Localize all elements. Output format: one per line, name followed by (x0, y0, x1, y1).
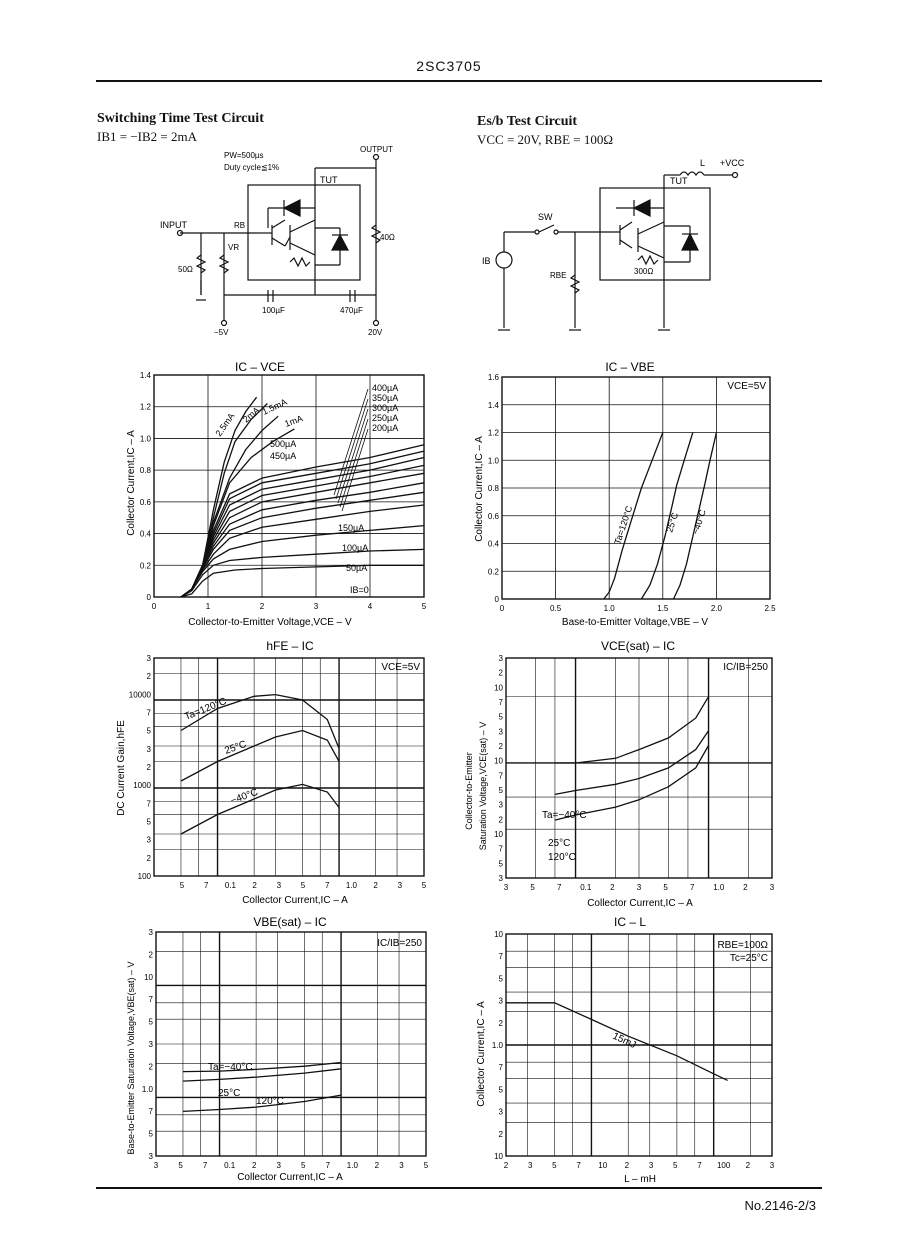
y-tick-label: 7 (498, 771, 503, 781)
x-tick-label: 2 (252, 881, 257, 890)
y-tick-label: 7 (498, 844, 503, 854)
input-label: INPUT (160, 220, 187, 230)
vcesat-ic-xlabel: Collector Current,IC – A (587, 898, 693, 909)
vcesat-ic-ylabel2: Saturation Voltage,VCE(sat) – V (478, 721, 488, 851)
y-tick-label: 1.4 (139, 371, 151, 380)
y-tick-label: 5 (148, 1129, 153, 1139)
ic-l-condition-rbe: RBE=100Ω (717, 940, 768, 951)
label-1ma: 1mA (283, 413, 305, 429)
curve-series (181, 731, 339, 782)
x-tick-label: 2.0 (710, 604, 722, 613)
x-tick-label: 5 (663, 883, 668, 892)
x-tick-label: 100 (716, 1161, 731, 1170)
y-tick-label: 0.6 (139, 497, 151, 507)
curve-series (181, 784, 339, 834)
y-tick-label: 3 (498, 800, 503, 810)
y-tick-label: 5 (498, 1085, 503, 1095)
y-tick-label: 5 (148, 1017, 153, 1027)
x-tick-label: 3 (636, 883, 642, 892)
x-tick-label: 10 (598, 1161, 608, 1170)
x-tick-label: 7 (576, 1161, 581, 1170)
x-tick-label: 2 (624, 1161, 630, 1170)
label-200ua: 200µA (372, 423, 399, 433)
label-25c: 25°C (664, 511, 681, 534)
rbe-label: RBE (550, 271, 567, 280)
chart-vcesat-ic (460, 636, 790, 911)
ic-vce-title: IC – VCE (234, 360, 286, 374)
x-tick-label: 7 (697, 1161, 702, 1170)
hfe-ic-plot (129, 654, 427, 890)
chart-ic-vbe (470, 355, 790, 635)
header-rule (96, 80, 822, 82)
x-tick-label: 5 (301, 1161, 306, 1170)
y-tick-label: 7 (498, 952, 503, 962)
ic-vbe-condition: VCE=5V (727, 381, 766, 392)
ic-vbe-xlabel: Base-to-Emitter Voltage,VBE – V (561, 617, 709, 628)
label-ta120: Ta=120°C (183, 695, 229, 723)
y-tick-label: 7 (148, 995, 153, 1005)
pw-label: PW=500µs (224, 151, 264, 160)
switching-circuit-condition: IB1 = −IB2 = 2mA (97, 129, 197, 144)
r50-label: 50Ω (178, 265, 193, 274)
ic-l-ylabel: Collector Current,IC – A (476, 1001, 487, 1107)
x-tick-label: 1.0 (603, 604, 615, 613)
y-tick-label: 2 (146, 853, 151, 863)
x-tick-label: 7 (203, 881, 209, 890)
esb-circuit-condition: VCC = 20V, RBE = 100Ω (477, 132, 614, 147)
y-tick-label: 0.4 (139, 529, 151, 539)
ic-vce-xlabel: Collector-to-Emitter Voltage,VCE – V (188, 617, 352, 628)
x-tick-label: 2 (610, 883, 615, 892)
r300-label: 300Ω (634, 267, 654, 276)
x-tick-label: 5 (300, 881, 306, 890)
y-tick-label: 7 (498, 1063, 503, 1073)
x-tick-label: 2 (259, 602, 265, 611)
sw-label: SW (538, 212, 553, 222)
curve-series (181, 458, 424, 598)
ic-vce-plot (140, 371, 427, 611)
x-tick-label: 5 (179, 881, 185, 890)
label-m40c: Ta=−40°C (542, 810, 587, 821)
x-tick-label: 0 (151, 602, 157, 611)
ic-l-xlabel: L – mH (624, 1174, 656, 1185)
x-tick-label: 5 (423, 1161, 429, 1170)
vbesat-ic-xlabel: Collector Current,IC – A (237, 1172, 343, 1183)
y-tick-label: 1.6 (487, 373, 499, 382)
ic-vbe-plot (488, 373, 776, 613)
vr-label: VR (228, 243, 240, 252)
x-tick-label: 1.5 (657, 604, 669, 613)
x-tick-label: 0 (499, 604, 505, 613)
y-tick-label: 2 (146, 672, 151, 682)
x-tick-label: 3 (769, 1161, 775, 1170)
y-tick-label: 10000 (128, 690, 151, 700)
y-tick-label: 100 (137, 872, 151, 881)
vbesat-ic-ylabel: Base-to-Emitter Saturation Voltage,VBE(sat) – V (126, 961, 136, 1155)
y-tick-label: 7 (146, 708, 151, 718)
x-tick-label: 0.5 (550, 604, 562, 613)
x-tick-label: 5 (530, 883, 535, 892)
c470-label: 470µF (340, 306, 363, 315)
x-tick-label: 3 (399, 1161, 404, 1170)
x-tick-label: 3 (648, 1161, 654, 1170)
y-tick-label: 1.0 (487, 456, 499, 466)
y-tick-label: 2 (498, 1129, 503, 1139)
x-tick-label: 2 (745, 1161, 751, 1170)
y-tick-label: 5 (146, 817, 151, 827)
y-tick-label: 0.4 (487, 539, 499, 549)
label-2ma: 2mA (240, 404, 262, 425)
x-tick-label: 5 (673, 1161, 678, 1170)
label-ib0: IB=0 (350, 585, 369, 595)
y-tick-label: 10 (494, 683, 503, 693)
label-m40c: Ta=−40°C (208, 1062, 253, 1073)
curve-series (181, 492, 424, 597)
label-300ua: 300µA (372, 403, 399, 413)
leader-line (338, 409, 368, 503)
y-tick-label: 10 (494, 756, 503, 766)
y-tick-label: 10 (494, 930, 503, 939)
vneg-label: −5V (214, 328, 229, 337)
label-450ua: 450µA (270, 451, 297, 461)
y-tick-label: 0.2 (139, 561, 151, 571)
x-tick-label: 3 (503, 883, 509, 892)
x-tick-label: 7 (325, 1161, 331, 1170)
ic-vce-ylabel: Collector Current,IC – A (126, 430, 137, 536)
vbesat-ic-plot (142, 928, 429, 1170)
switching-circuit-diagram (160, 140, 420, 340)
y-tick-label: 0.8 (487, 484, 499, 493)
ib-label: IB (482, 256, 491, 266)
x-tick-label: 2 (373, 881, 378, 890)
x-tick-label: 1.0 (713, 883, 725, 892)
label-ta120: Ta=120°C (612, 504, 635, 546)
esb-tut-label: TUT (670, 176, 688, 186)
x-tick-label: 5 (421, 602, 427, 611)
label-15mj: 15mJ (610, 1030, 638, 1052)
label-100ua: 100µA (342, 543, 369, 553)
y-tick-label: 3 (148, 928, 153, 937)
y-tick-label: 3 (148, 1040, 153, 1049)
y-tick-label: 10 (494, 830, 503, 839)
y-tick-label: 5 (146, 726, 151, 736)
ic-l-condition-tc: Tc=25°C (729, 953, 768, 964)
vcesat-ic-ylabel1: Collector-to-Emitter (464, 752, 474, 830)
y-tick-label: 5 (498, 786, 503, 795)
y-tick-label: 1.2 (139, 402, 151, 412)
y-tick-label: 3 (146, 744, 151, 754)
y-tick-label: 3 (148, 1152, 153, 1161)
y-tick-label: 0.6 (487, 511, 499, 521)
curve-series (555, 697, 709, 763)
leader-line (334, 389, 368, 495)
vcesat-ic-title: VCE(sat) – IC (600, 639, 676, 653)
x-tick-label: 7 (324, 881, 330, 890)
y-tick-label: 5 (498, 974, 503, 984)
label-m40c: −40°C (229, 786, 260, 807)
label-2-5ma: 2.5mA (213, 411, 237, 439)
y-tick-label: 1000 (133, 781, 151, 791)
x-tick-label: 2 (503, 1161, 509, 1170)
label-400ua: 400µA (372, 383, 399, 393)
x-tick-label: 3 (397, 881, 403, 890)
label-250ua: 250µA (372, 413, 399, 423)
chart-vbesat-ic (110, 908, 440, 1188)
c100-label: 100µF (262, 306, 285, 315)
y-tick-label: 2 (498, 1018, 503, 1028)
hfe-ic-xlabel: Collector Current,IC – A (242, 895, 348, 906)
x-tick-label: 0.1 (224, 881, 236, 890)
label-50ua: 50µA (346, 563, 368, 573)
switching-circuit-title: Switching Time Test Circuit (97, 111, 264, 126)
vcc-label: +VCC (720, 158, 745, 168)
esb-circuit-diagram (480, 150, 760, 340)
x-tick-label: 2 (374, 1161, 380, 1170)
y-tick-label: 1.0 (141, 1084, 153, 1094)
y-tick-label: 0.8 (139, 466, 151, 476)
tut-label: TUT (320, 175, 338, 185)
vcesat-ic-condition: IC/IB=250 (723, 662, 768, 673)
y-tick-label: 2 (148, 1062, 153, 1072)
y-tick-label: 3 (498, 874, 503, 883)
y-tick-label: 3 (146, 835, 151, 845)
y-tick-label: 2 (148, 950, 153, 960)
curve-series (181, 465, 424, 597)
rb-label: RB (234, 221, 246, 230)
curve-series (181, 695, 339, 749)
vpos-label: 20V (368, 328, 383, 337)
duty-label: Duty cycle≦1% (224, 163, 280, 172)
output-label: OUTPUT (360, 145, 393, 154)
x-tick-label: 3 (527, 1161, 533, 1170)
y-tick-label: 2 (498, 815, 503, 825)
x-tick-label: 7 (689, 883, 695, 892)
chart-hfe-ic (110, 636, 440, 911)
y-tick-label: 1.2 (487, 428, 499, 438)
x-tick-label: 7 (202, 1161, 208, 1170)
ic-l-title: IC – L (613, 915, 647, 929)
vcesat-ic-plot (494, 654, 775, 892)
label-m40c: −40°C (690, 508, 708, 536)
ic-vbe-ylabel: Collector Current,IC – A (474, 436, 485, 542)
x-tick-label: 2 (743, 883, 748, 892)
chart-ic-vce (110, 355, 440, 635)
x-tick-label: 7 (556, 883, 562, 892)
curve-series (181, 416, 278, 597)
label-120c: 120°C (548, 852, 576, 863)
y-tick-label: 3 (498, 1107, 503, 1117)
x-tick-label: 2 (251, 1161, 257, 1170)
vbesat-ic-condition: IC/IB=250 (377, 938, 422, 949)
label-500ua: 500µA (270, 439, 297, 449)
esb-circuit-title: Es/b Test Circuit (477, 114, 578, 129)
x-tick-label: 2.5 (764, 604, 776, 613)
y-tick-label: 5 (498, 859, 503, 869)
x-tick-label: 0.1 (224, 1161, 236, 1170)
hfe-ic-ylabel: DC Current Gain,hFE (116, 720, 127, 816)
y-tick-label: 0 (494, 595, 499, 604)
label-25c: 25°C (223, 738, 249, 757)
label-1-5ma: 1.5mA (260, 396, 289, 417)
y-tick-label: 3 (498, 996, 503, 1006)
curve-series (181, 565, 424, 597)
y-tick-label: 7 (498, 698, 503, 707)
x-tick-label: 1.0 (346, 1161, 358, 1170)
y-tick-label: 10 (494, 1152, 503, 1161)
y-tick-label: 3 (146, 654, 151, 663)
x-tick-label: 3 (276, 881, 282, 890)
x-tick-label: 5 (552, 1161, 557, 1170)
x-tick-label: 3 (313, 602, 319, 611)
x-tick-label: 3 (276, 1161, 281, 1170)
footer-rule (96, 1187, 822, 1189)
l-label: L (700, 158, 706, 168)
ic-vbe-title: IC – VBE (605, 360, 655, 374)
x-tick-label: 0.1 (580, 883, 592, 892)
plot-frame (154, 658, 424, 876)
ic-l-plot (492, 930, 775, 1170)
y-tick-label: 10 (144, 972, 153, 982)
y-tick-label: 2 (498, 742, 503, 751)
hfe-ic-title: hFE – IC (266, 639, 314, 653)
label-25c: 25°C (548, 838, 571, 849)
x-tick-label: 5 (178, 1161, 183, 1170)
label-150ua: 150µA (338, 523, 365, 533)
y-tick-label: 7 (146, 799, 151, 809)
y-tick-label: 7 (148, 1107, 153, 1117)
x-tick-label: 3 (769, 883, 775, 892)
x-tick-label: 5 (421, 881, 427, 890)
label-350ua: 350µA (372, 393, 399, 403)
x-tick-label: 1 (205, 602, 211, 611)
doc-number: No.2146-2/3 (744, 1198, 816, 1213)
y-tick-label: 2 (498, 668, 503, 678)
hfe-ic-condition: VCE=5V (381, 662, 420, 673)
x-tick-label: 3 (153, 1161, 159, 1170)
y-tick-label: 3 (498, 654, 503, 663)
label-120c: 120°C (256, 1096, 284, 1107)
y-tick-label: 5 (498, 712, 503, 722)
x-tick-label: 4 (367, 602, 373, 611)
y-tick-label: 2 (146, 763, 151, 772)
vbesat-ic-title: VBE(sat) – IC (253, 915, 327, 929)
label-25c: 25°C (218, 1088, 241, 1099)
chart-ic-l (460, 908, 790, 1188)
y-tick-label: 3 (498, 727, 503, 737)
y-tick-label: 0.2 (487, 567, 499, 577)
r40-label: 40Ω (380, 233, 395, 242)
y-tick-label: 1.0 (491, 1041, 503, 1050)
y-tick-label: 1.4 (487, 400, 499, 410)
y-tick-label: 1.0 (139, 434, 151, 444)
x-tick-label: 1.0 (345, 881, 357, 890)
part-number: 2SC3705 (416, 58, 482, 74)
y-tick-label: 0 (146, 593, 151, 602)
